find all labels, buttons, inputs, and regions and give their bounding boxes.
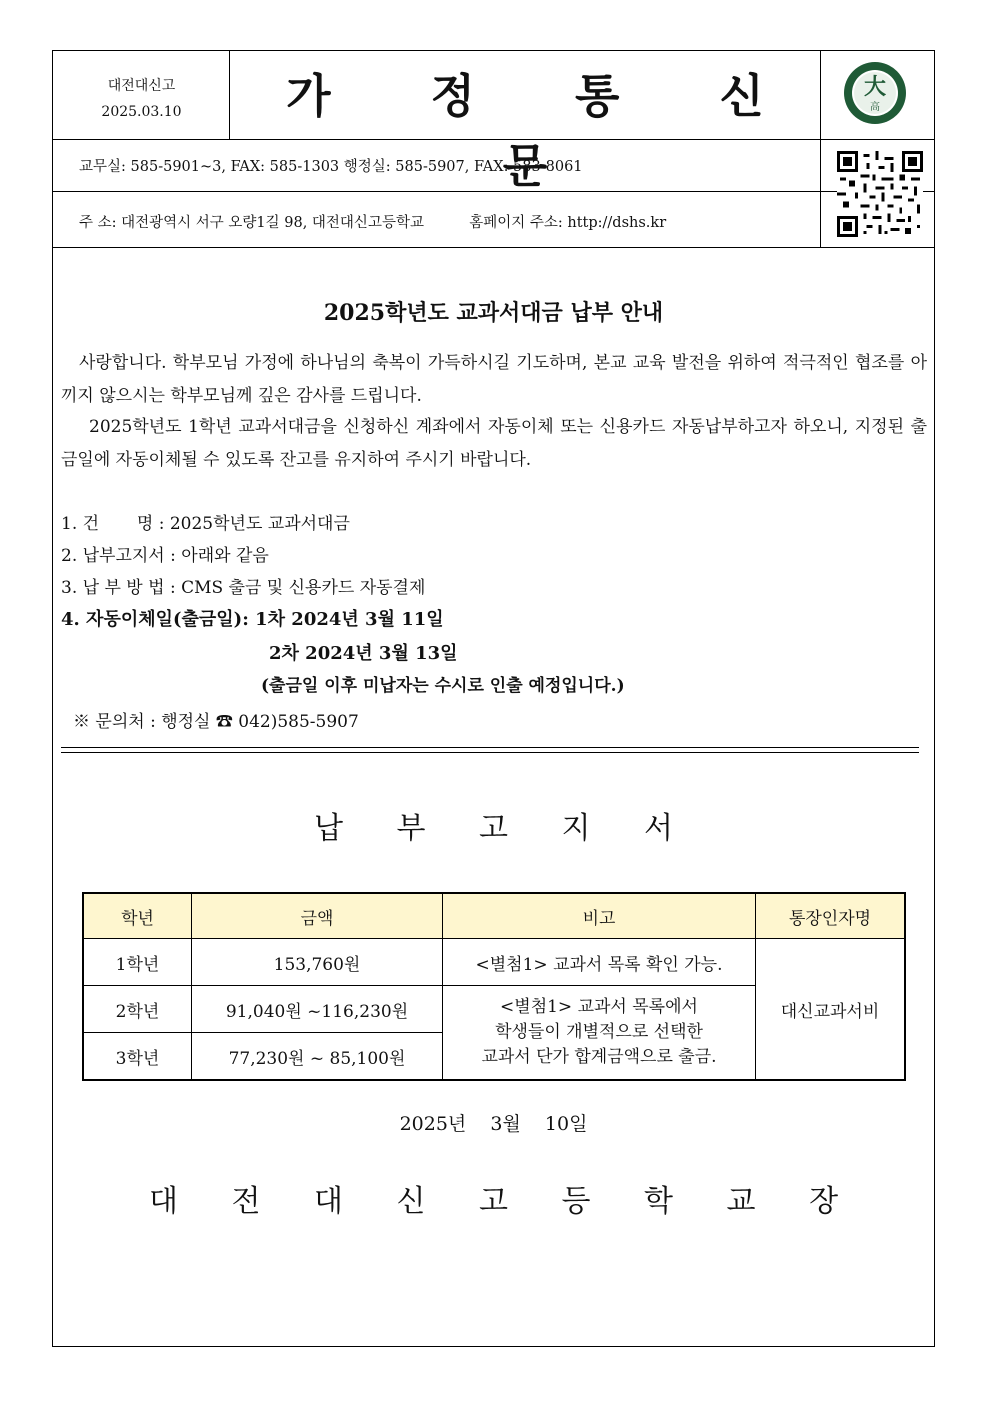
- principal-signature: 대 전 대 신 고 등 학 교 장: [148, 1184, 861, 1219]
- item-debit-date: [61, 605, 444, 631]
- note-merged-cell: [443, 986, 756, 1081]
- header-amount: 금액: [192, 893, 443, 939]
- second-debit-date: 2차 2024년 3월 13일: [269, 643, 458, 664]
- item-method-value: : CMS 출금 및 신용카드 자동결제: [169, 578, 426, 598]
- bill-title: 납 부 고 지 서: [313, 811, 696, 846]
- note-cell: <별첨1> 교과서 목록 확인 가능.: [443, 939, 756, 986]
- amount-cell: 91,040원 ~116,230원: [192, 986, 443, 1033]
- item-bill-value: : 아래와 같음: [170, 546, 269, 566]
- account-name-cell: 대신교과서비: [756, 939, 906, 1081]
- greeting-paragraph: 사랑합니다. 학부모님 가정에 하나님의 축복이 가득하시길 기도하며, 본교 교육 발전을 위하여 적극적인 협조를 아끼지 않으시는 학부모님께 깊은 감사를 드립니다.: [61, 353, 927, 406]
- note-line: 학생들이 개별적으로 선택한: [495, 1022, 703, 1042]
- homepage-label: 홈페이지 주소:: [469, 215, 563, 231]
- address-line: [79, 211, 666, 232]
- item-subject: [61, 509, 350, 534]
- item-subject-label: 1. 건 명: [61, 514, 154, 534]
- notice-title: 2025학년도 교과서대금 납부 안내: [323, 300, 664, 326]
- homepage-link[interactable]: http://dshs.kr: [567, 215, 667, 231]
- logo-char: 大: [863, 75, 887, 100]
- logo-sub-char: 高: [870, 102, 880, 113]
- school-logo-icon: [843, 61, 907, 125]
- item-bill: [61, 541, 269, 566]
- amount-cell: 77,230원 ~ 85,100원: [192, 1033, 443, 1081]
- school-short-name: 대전대신고: [107, 78, 176, 94]
- qr-code-icon[interactable]: [837, 151, 923, 237]
- document-frame: [52, 50, 935, 1347]
- school-info: [53, 73, 230, 125]
- address: 대전광역시 서구 오량1길 98, 대전대신고등학교: [121, 215, 424, 231]
- fee-table: [82, 892, 906, 1081]
- item-subject-value: : 2025학년도 교과서대금: [158, 514, 350, 534]
- contact-line: 교무실: 585-5901~3, FAX: 585-1303 행정실: 585-5907, FAX: 583-8061: [79, 159, 583, 175]
- note-line: <별첨1> 교과서 목록에서: [500, 997, 698, 1017]
- table-row: [83, 939, 905, 986]
- header-grade: 학년: [83, 893, 192, 939]
- amount-cell: 153,760원: [192, 939, 443, 986]
- address-label: 주 소:: [79, 215, 117, 231]
- header-account-name: 통장인자명: [756, 893, 906, 939]
- header: [53, 51, 934, 248]
- header-note: 비고: [443, 893, 756, 939]
- grade-cell: 1학년: [83, 939, 192, 986]
- first-debit-date: 1차 2024년 3월 11일: [255, 609, 444, 630]
- item-debit-label: 4. 자동이체일(출금일):: [61, 609, 249, 630]
- item-method: [61, 573, 425, 598]
- debit-note: (출금일 이후 미납자는 수시로 인출 예정입니다.): [261, 676, 625, 696]
- newsletter-title: 가 정 통 신 문: [286, 69, 806, 193]
- grade-cell: 3학년: [83, 1033, 192, 1081]
- note-line: 교과서 단가 합계금액으로 출금.: [481, 1047, 717, 1067]
- item-bill-label: 2. 납부고지서: [61, 546, 165, 566]
- grade-cell: 2학년: [83, 986, 192, 1033]
- signature-date: 2025년 3월 10일: [399, 1113, 588, 1135]
- payment-paragraph: 2025학년도 1학년 교과서대금을 신청하신 계좌에서 자동이체 또는 신용카드 자동납부하고자 하오니, 지정된 출금일에 자동이체될 수 있도록 잔고를 유지하여 주시기 바랍니다.: [61, 417, 927, 470]
- section-divider: [61, 747, 919, 753]
- issue-date: 2025.03.10: [101, 104, 182, 120]
- item-method-label: 3. 납 부 방 법: [61, 578, 165, 598]
- inquiry: ※ 문의처 : 행정실 ☎ 042)585-5907: [73, 712, 359, 732]
